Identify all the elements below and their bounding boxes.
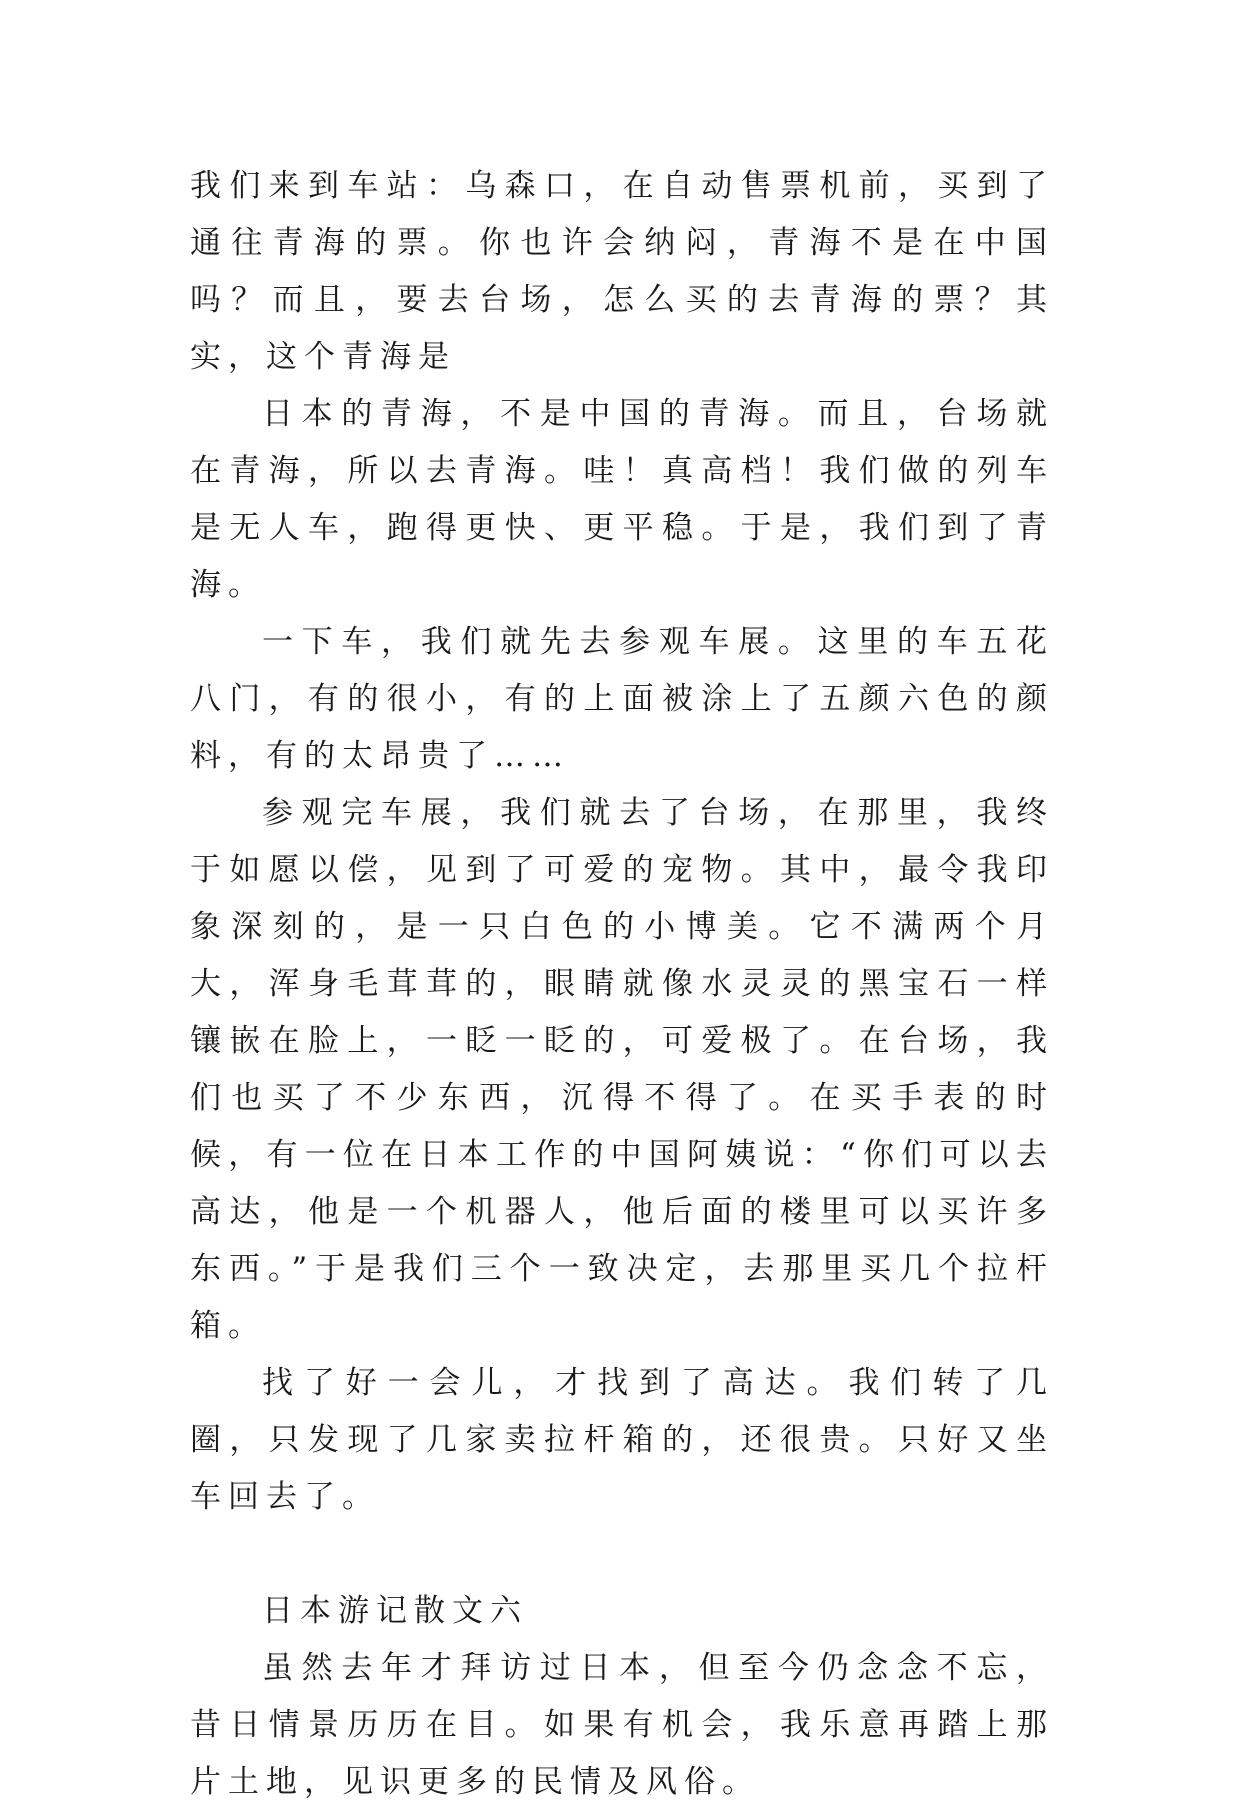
- document-body: [190, 158, 1054, 1811]
- paragraph-3: 一下车，我们就先去参观车展。这里的车五花八门，有的很小，有的上面被涂上了五颜六色的颜料，有的太昂贵了……: [190, 624, 1054, 774]
- paragraph-4: 参观完车展，我们就去了台场，在那里，我终于如愿以偿，见到了可爱的宠物。其中，最令我印象深刻的，是一只白色的小博美。它不满两个月大，浑身毛茸茸的，眼睛就像水灵灵的黑宝石一样镶嵌在脸上，一眨一眨的，可爱极了。在台场，我们也买了不少东西，沉得不得了。在买手表的时候，有一位在日本工作的中国阿姨说：“你们可以去高达，他是一个机器人，他后面的楼里可以买许多东西。”于是我们三个一致决定，去那里买几个拉杆箱。: [190, 795, 1054, 1344]
- paragraph-6: 虽然去年才拜访过日本，但至今仍念念不忘，昔日情景历历在目。如果有机会，我乐意再踏上那片土地，见识更多的民情及风俗。: [190, 1650, 1054, 1800]
- paragraph-1: 我们来到车站：乌森口，在自动售票机前，买到了通往青海的票。你也许会纳闷，青海不是在中国吗？而且，要去台场，怎么买的去青海的票？其实，这个青海是: [190, 168, 1054, 375]
- paragraph-2: 日本的青海，不是中国的青海。而且，台场就在青海，所以去青海。哇！真高档！我们做的列车是无人车，跑得更快、更平稳。于是，我们到了青海。: [190, 396, 1054, 603]
- section-title: 日本游记散文六: [262, 1593, 528, 1629]
- paragraph-5: 找了好一会儿，才找到了高达。我们转了几圈，只发现了几家卖拉杆箱的，还很贵。只好又坐车回去了。: [190, 1365, 1054, 1515]
- blank-line: [190, 1526, 1054, 1583]
